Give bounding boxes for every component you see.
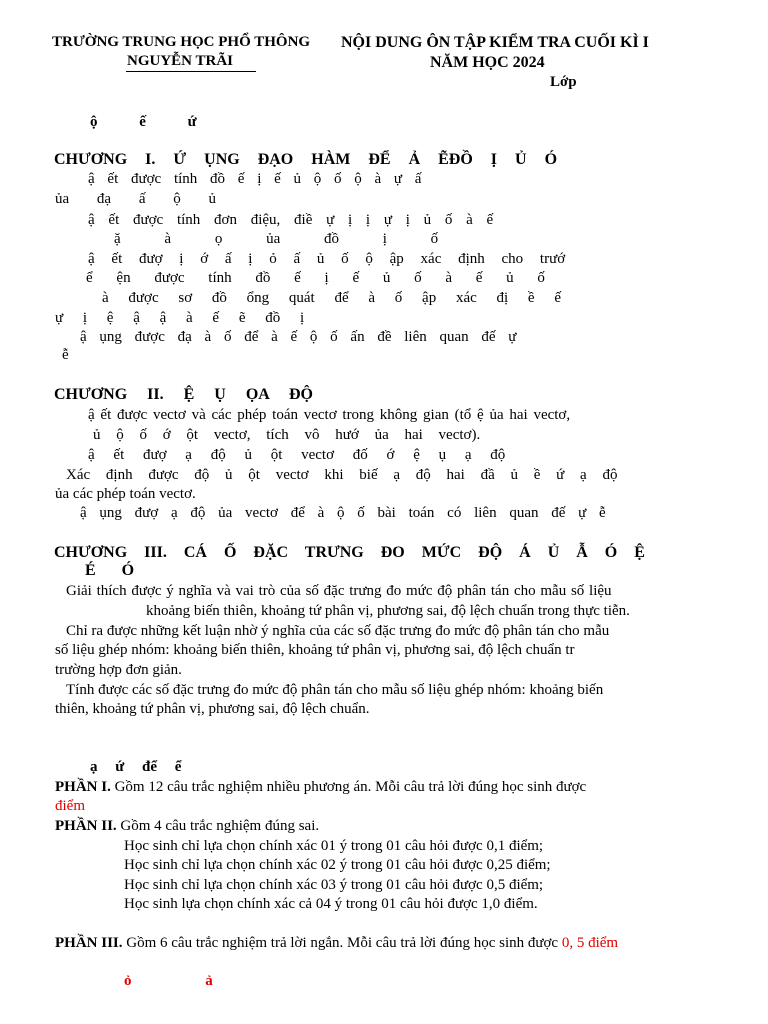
part-2-label: PHẦN II. — [55, 818, 117, 834]
chapter-3-title: CHƯƠNG III. CÁ Ố ĐẶC TRƯNG ĐO MỨC ĐỘ Á Ủ Ẫ Ó Ệ — [54, 544, 645, 561]
chapter-3-line: trường hợp đơn giản. — [55, 662, 182, 678]
chapter-2-line: ậ ụng đượ ạ độ ủa vectơ để à ộ ố bài toán có liên quan đế ự ễ — [80, 505, 606, 521]
chapter-2-line: ủ ộ ố ớ ột vectơ, tích vô hướ ủa hai vectơ). — [93, 427, 481, 443]
chapter-3-line: khoảng biến thiên, khoảng tứ phân vị, phương sai, độ lệch chuẩn trong thực tiễn. — [146, 603, 630, 619]
chapter-3-line: số liệu ghép nhóm: khoảng biến thiên, khoảng tứ phân vị, phương sai, độ lệch chuẩn tr — [55, 642, 575, 658]
chapter-1-line: ễ — [62, 347, 69, 363]
school-name-line2: NGUYỄN TRÃI — [127, 53, 233, 69]
chapter-2-line: Xác định được độ ủ ột vectơ khi biế ạ độ hai đầ ủ ề ứ ạ độ — [66, 467, 618, 483]
part-2 — [55, 818, 319, 835]
chapter-3-line: Tính được các số đặc trưng đo mức độ phân tán cho mẫu số liệu ghép nhóm: khoảng biến — [66, 682, 604, 698]
chapter-1-line: ậ ết được tính đơn điệu, điề ự ị ị ự ị ủ ố à ế — [88, 212, 494, 228]
class-label: Lớp — [550, 74, 577, 90]
section-b-title: ạ ứ để ể — [90, 759, 182, 775]
part-2-item: Học sinh chỉ lựa chọn chính xác 02 ý trong 01 câu hỏi được 0,25 điểm; — [124, 857, 551, 873]
chapter-1-line: ậ ụng được đạ à ố để à ế ộ ố ấn đề liên quan đế ự — [80, 329, 517, 345]
chapter-1-line: ủa đạ ấ ộ ủ — [55, 191, 216, 207]
part-2-item: Học sinh chỉ lựa chọn chính xác 03 ý trong 01 câu hỏi được 0,5 điểm; — [124, 877, 544, 893]
chapter-1-line: ậ ết được tính đồ ế ị ế ủ ộ ố ộ à ự ấ — [88, 171, 422, 187]
chapter-1-title: CHƯƠNG I. Ứ ỤNG ĐẠO HÀM ĐỂ Ả ẼĐỒ Ị Ủ Ó — [54, 151, 558, 168]
school-year: NĂM HỌC 2024 — [430, 54, 545, 71]
part-3 — [55, 935, 618, 952]
chapter-3-line: thiên, khoảng tứ phân vị, phương sai, độ lệch chuẩn. — [55, 701, 370, 717]
part-2-item: Học sinh lựa chọn chính xác cả 04 ý trong 01 câu hỏi được 1,0 điểm. — [124, 896, 538, 912]
part-3-label: PHẦN III. — [55, 935, 123, 951]
chapter-1-line: ể ện được tính đồ ế ị ế ủ ố à ế ủ ố — [86, 270, 545, 286]
chapter-2-line: ủa các phép toán vectơ. — [55, 486, 196, 502]
chapter-3-title-cont: É Ó — [85, 562, 135, 579]
part-1-text: Gồm 12 câu trắc nghiệm nhiều phương án. Mỗi câu trả lời đúng học sinh được — [114, 779, 587, 795]
school-underline — [126, 71, 256, 72]
chapter-2-line: ậ ết đượ ạ độ ủ ột vectơ đố ớ ệ ụ ạ độ — [88, 447, 506, 463]
chapter-3-line: Giải thích được ý nghĩa và vai trò của số đặc trưng đo mức độ phân tán cho mẫu số liệu — [66, 583, 612, 599]
part-3-text: Gồm 6 câu trắc nghiệm trả lời ngắn. Mỗi câu trả lời đúng học sinh được — [126, 935, 559, 951]
part-1-score: điểm — [55, 798, 85, 814]
chapter-1-line: ậ ết đượ ị ớ ấ ị ỏ ấ ủ ố ộ ập xác định cho trướ — [88, 251, 566, 267]
part-3-score: 0, 5 điểm — [561, 935, 619, 951]
chapter-1-line: à được sơ đồ ổng quát để à ố ập xác đị ề ế — [102, 290, 561, 306]
chapter-3-line: Chỉ ra được những kết luận nhờ ý nghĩa của các số đặc trưng đo mức độ phân tán cho mẫu — [66, 623, 610, 639]
chapter-1-line: ặ à ọ ủa đồ ị ố — [114, 231, 439, 247]
part-2-item: Học sinh chỉ lựa chọn chính xác 01 ý trong 01 câu hỏi được 0,1 điểm; — [124, 838, 544, 854]
part-1-label: PHẦN I. — [55, 779, 111, 795]
part-2-text: Gồm 4 câu trắc nghiệm đúng sai. — [120, 818, 320, 834]
section-a-title: ộ ế ứ — [90, 114, 197, 130]
chapter-2-line: ậ ết được vectơ và các phép toán vectơ trong không gian (tổ ệ ủa hai vectơ, — [88, 407, 571, 423]
chapter-1-line: ự ị ệ ậ ậ à ế ẽ đồ ị — [55, 310, 305, 326]
part-1 — [55, 779, 586, 796]
school-name: TRƯỜNG TRUNG HỌC PHỔ THÔNG — [52, 34, 311, 50]
footer-text: ỏ ả — [124, 973, 213, 989]
document-title: NỘI DUNG ÔN TẬP KIỂM TRA CUỐI KÌ I — [341, 34, 649, 51]
chapter-2-title: CHƯƠNG II. Ệ Ụ ỌA ĐỘ — [54, 386, 313, 403]
